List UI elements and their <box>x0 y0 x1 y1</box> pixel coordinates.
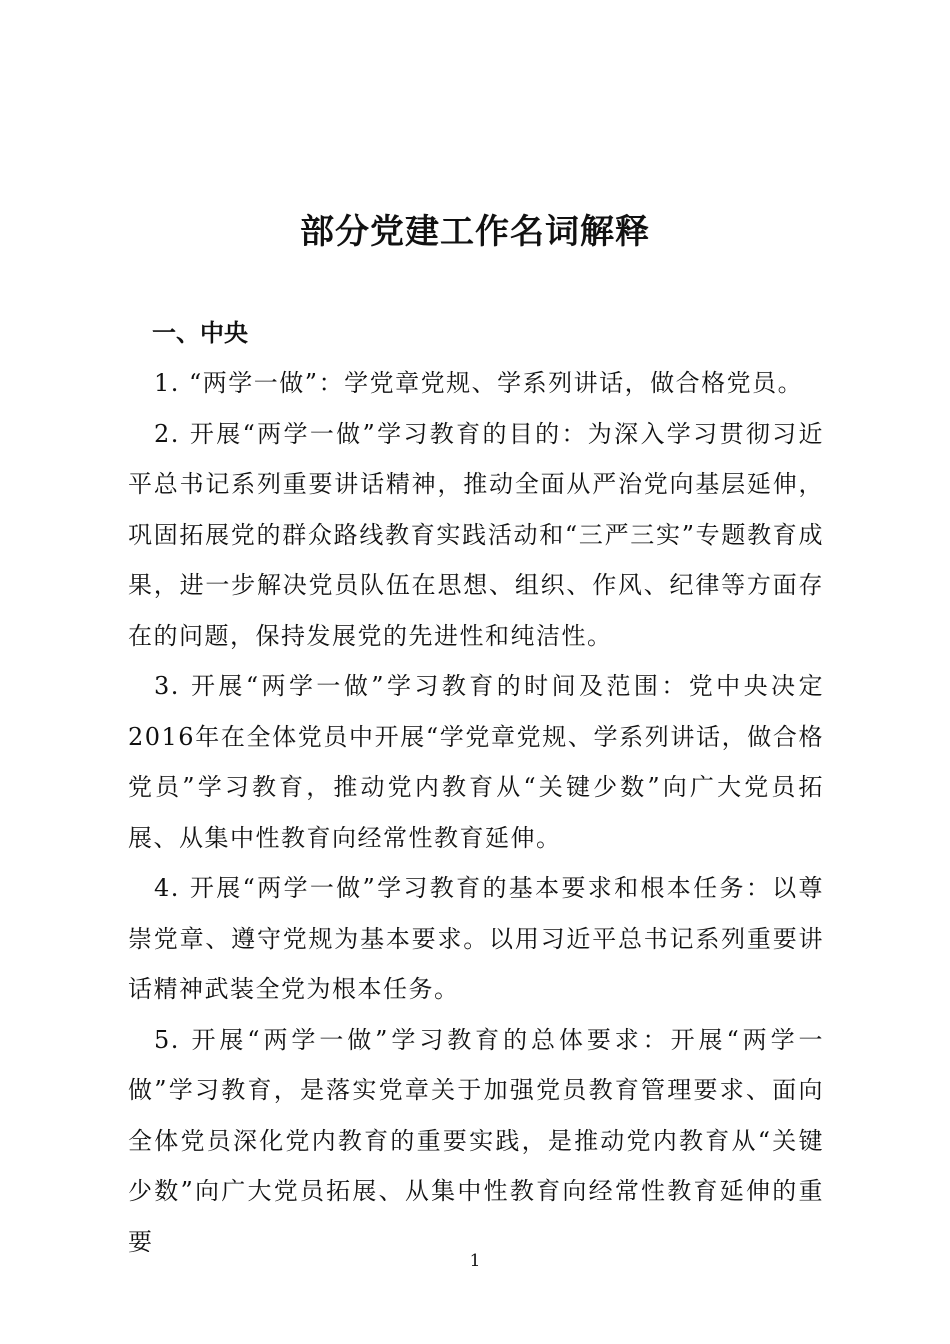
paragraph-1: 1. “两学一做”：学党章党规、学系列讲话，做合格党员。 <box>154 369 804 397</box>
document-title: 部分党建工作名词解释 <box>300 212 650 252</box>
paragraph-4: 4. 开展“两学一做”学习教育的基本要求和根本任务：以尊崇党章、遵守党规为基本要求。以用习近平总书记系列重要讲话精神武装全党为根本任务。 <box>128 874 824 1003</box>
paragraph-3: 3. 开展“两学一做”学习教育的时间及范围：党中央决定2016年在全体党员中开展“学党章党规、学系列讲话，做合格党员”学习教育，推动党内教育从“关键少数”向广大党员拓展、从集中性教育向经常性教育延伸。 <box>128 672 824 852</box>
paragraph-5: 5. 开展“两学一做”学习教育的总体要求：开展“两学一做”学习教育，是落实党章关于加强党员教育管理要求、面向全体党员深化党内教育的重要实践，是推动党内教育从“关键少数”向广大党员拓展、从集中性教育向经常性教育延伸的重要 <box>128 1025 824 1256</box>
section-heading: 一、中央 <box>152 318 248 347</box>
document-body <box>128 314 824 1267</box>
page-number: 1 <box>469 1251 481 1271</box>
paragraph-2: 2. 开展“两学一做”学习教育的目的：为深入学习贯彻习近平总书记系列重要讲话精神，推动全面从严治党向基层延伸，巩固拓展党的群众路线教育实践活动和“三严三实”专题教育成果，进一步解决党员队伍在思想、组织、作风、纪律等方面存在的问题，保持发展党的先进性和纯洁性。 <box>128 419 824 650</box>
